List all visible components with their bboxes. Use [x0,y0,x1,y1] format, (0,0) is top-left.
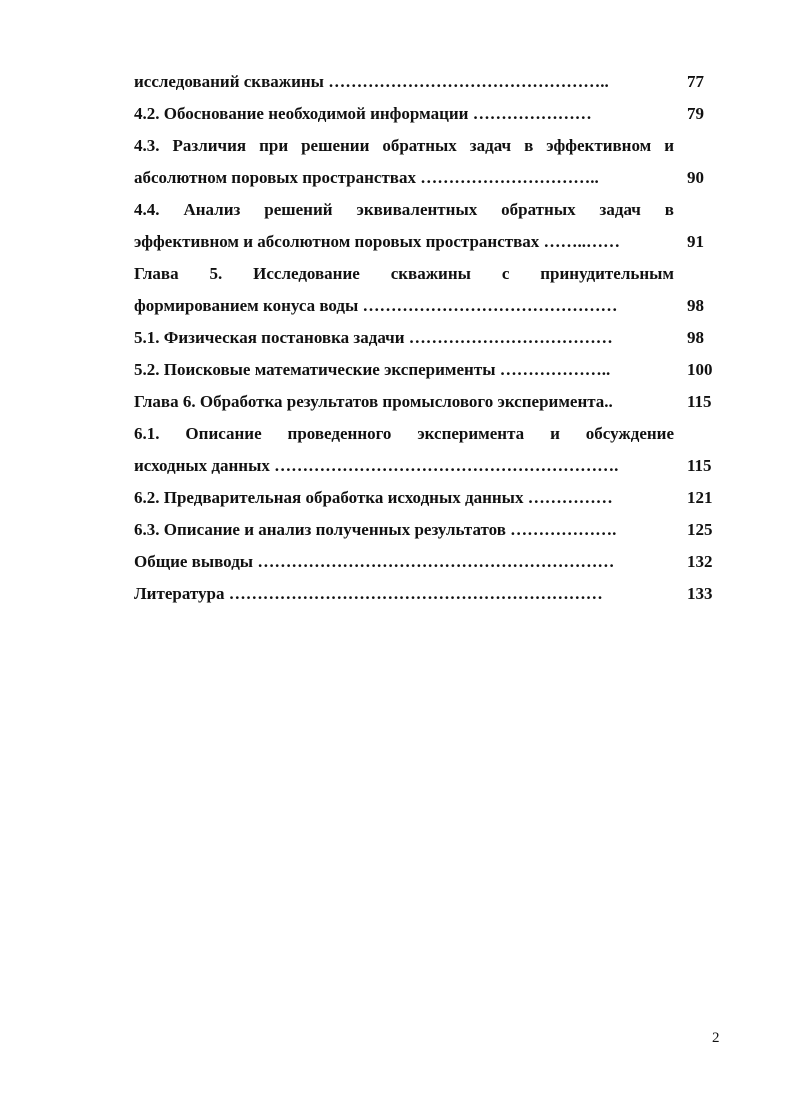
toc-entry-text: 4.2. Обоснование необходимой информации ………………… [134,104,592,123]
toc-entry-text: Глава 5. Исследование скважины с принудительным [134,264,674,283]
toc-entry-text: Литература ………………………………………………………… [134,584,603,603]
toc-page-number: 91 [687,232,704,251]
toc-page-number: 98 [687,328,704,347]
toc-entry-text: 5.1. Физическая постановка задачи ……………………………… [134,328,613,347]
toc-line [134,546,734,578]
toc-entry-text: 5.2. Поисковые математические эксперименты ……………….. [134,360,611,379]
toc-entry-text: исходных данных ……………………………………………………. [134,456,619,475]
toc-page-number: 125 [687,520,713,539]
page-number: 2 [712,1030,720,1046]
toc-line [134,258,734,290]
toc-page-number: 133 [687,584,713,603]
toc-entry-text: абсолютном поровых пространствах ………………………….. [134,168,599,187]
toc-entry-text: 6.3. Описание и анализ полученных результатов ………………. [134,520,617,539]
toc-entry-text: исследований скважины ………………………………………….. [134,72,609,91]
toc-page-number: 98 [687,296,704,315]
toc-entry-text: формированием конуса воды ……………………………………… [134,296,618,315]
toc-entry-text: 4.4. Анализ решений эквивалентных обратных задач в [134,200,674,219]
toc-line [134,514,734,546]
toc-line [134,194,734,226]
toc-line [134,322,734,354]
toc-line [134,354,734,386]
toc-page-number: 121 [687,488,713,507]
toc-line [134,482,734,514]
toc-line [134,290,734,322]
toc-line [134,578,734,610]
toc-entry-text: 4.3. Различия при решении обратных задач в эффективном и [134,136,674,155]
table-of-contents [134,66,734,610]
toc-page-number: 115 [687,392,712,411]
toc-line [134,226,734,258]
toc-line [134,130,734,162]
toc-entry-text: Общие выводы ……………………………………………………… [134,552,615,571]
toc-page-number: 90 [687,168,704,187]
toc-line [134,162,734,194]
toc-line [134,450,734,482]
toc-page-number: 115 [687,456,712,475]
toc-page-number: 100 [687,360,713,379]
toc-line [134,98,734,130]
toc-page-number: 132 [687,552,713,571]
toc-page-number: 77 [687,72,704,91]
toc-line [134,66,734,98]
toc-entry-text: 6.2. Предварительная обработка исходных данных …………… [134,488,613,507]
toc-entry-text: эффективном и абсолютном поровых пространствах ……..…… [134,232,621,251]
toc-page-number: 79 [687,104,704,123]
toc-entry-text: Глава 6. Обработка результатов промыслового эксперимента.. [134,392,613,411]
toc-line [134,418,734,450]
toc-entry-text: 6.1. Описание проведенного эксперимента и обсуждение [134,424,674,443]
toc-line [134,386,734,418]
